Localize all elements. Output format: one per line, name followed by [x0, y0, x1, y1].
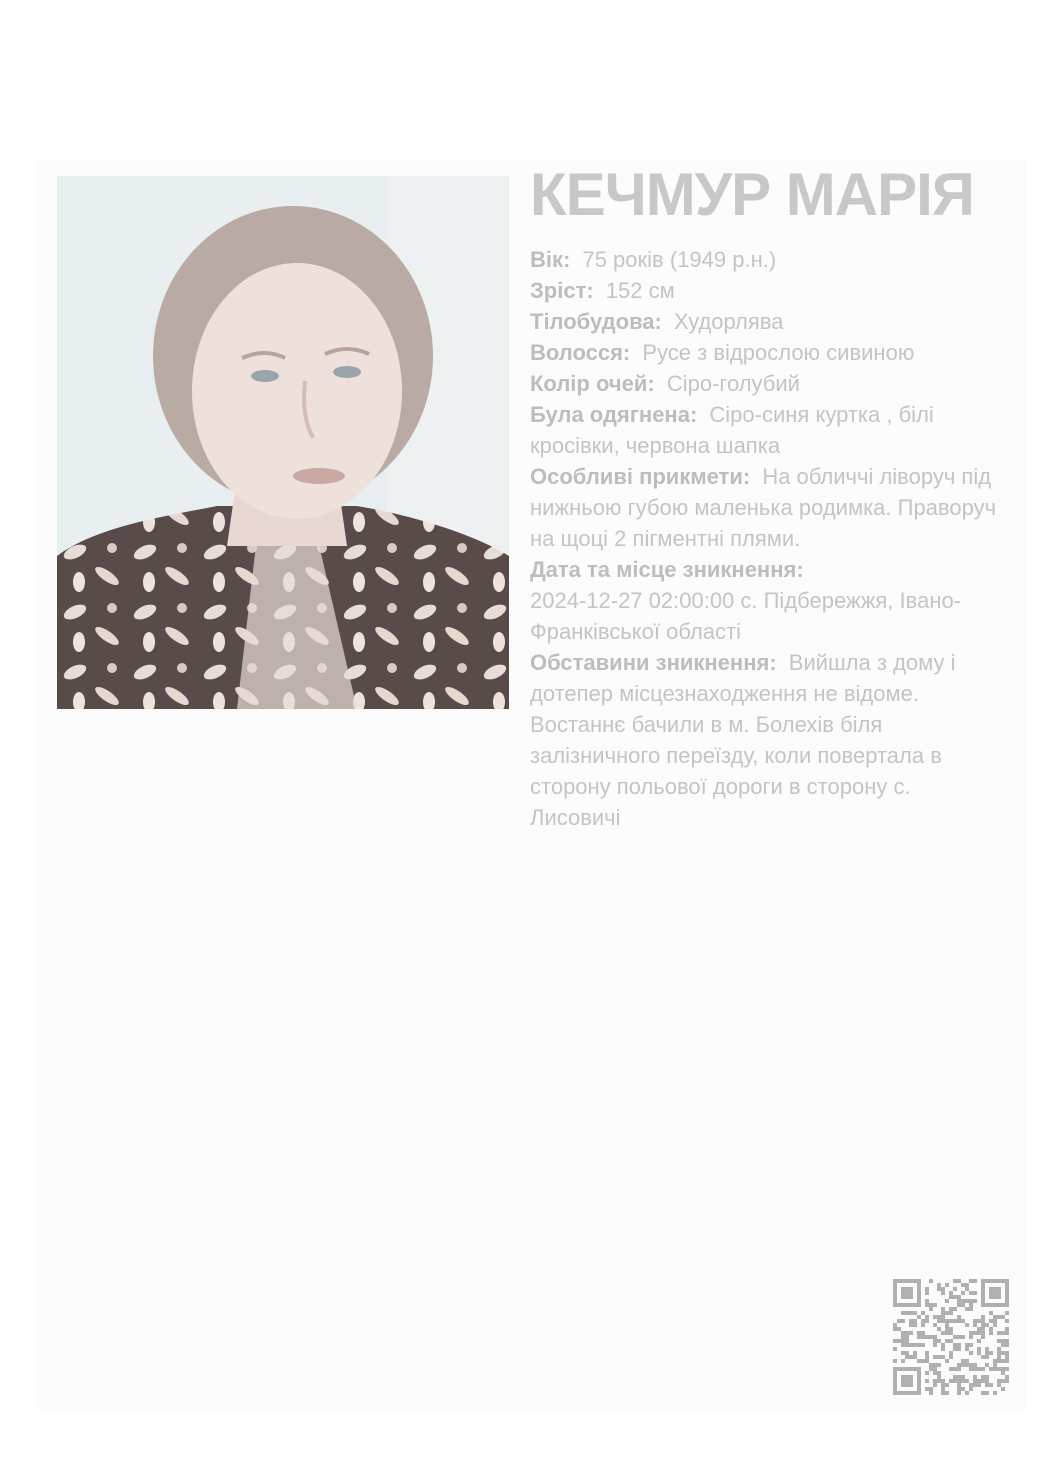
disappearance-row — [530, 554, 1000, 647]
person-name: КЕЧМУР МАРІЯ — [530, 161, 974, 228]
eyes-row — [530, 368, 1000, 399]
build-row — [530, 306, 1000, 337]
disappearance-label: Дата та місце зникнення: — [530, 557, 804, 582]
height-row — [530, 275, 1000, 306]
clothing-row — [530, 399, 1000, 461]
portrait-image — [57, 176, 509, 709]
hair-value: Русе з відрослою сивиною — [642, 340, 915, 365]
qr-code-icon[interactable] — [893, 1279, 1009, 1395]
features-label: Особливі прикмети: — [530, 464, 751, 489]
features-row — [530, 461, 1000, 554]
circumstances-label: Обставини зникнення: — [530, 650, 777, 675]
clothing-label: Була одягнена: — [530, 402, 698, 427]
height-label: Зріст: — [530, 278, 594, 303]
age-value: 75 років (1949 р.н.) — [582, 247, 777, 272]
qr-code-graphic — [893, 1279, 1009, 1395]
build-value: Худорлява — [674, 309, 784, 334]
person-details — [530, 244, 1000, 833]
hair-label: Волосся: — [530, 340, 631, 365]
clothing-value: Сіро-синя куртка , білі кросівки, червона шапка — [530, 402, 934, 458]
hair-row — [530, 337, 1000, 368]
age-label: Вік: — [530, 247, 571, 272]
eyes-label: Колір очей: — [530, 371, 655, 396]
height-value: 152 см — [605, 278, 675, 303]
age-row — [530, 244, 1000, 275]
eyes-value: Сіро-голубий — [666, 371, 800, 396]
circumstances-value: Вийшла з дому і дотепер місцезнаходження не відоме. Востаннє бачили в м. Болехів біля залізничного переїзду, коли повертала в сторону польової дороги в сторону с. Лисовичі — [530, 650, 956, 830]
person-photo — [57, 176, 509, 709]
circumstances-row — [530, 647, 1000, 833]
features-value: На обличчі ліворуч під нижньою губою маленька родимка. Праворуч на щоці 2 пігментні плями. — [530, 464, 997, 551]
disappearance-value: 2024-12-27 02:00:00 с. Підбережжя, Івано-Франківської області — [530, 588, 962, 644]
build-label: Тілобудова: — [530, 309, 662, 334]
